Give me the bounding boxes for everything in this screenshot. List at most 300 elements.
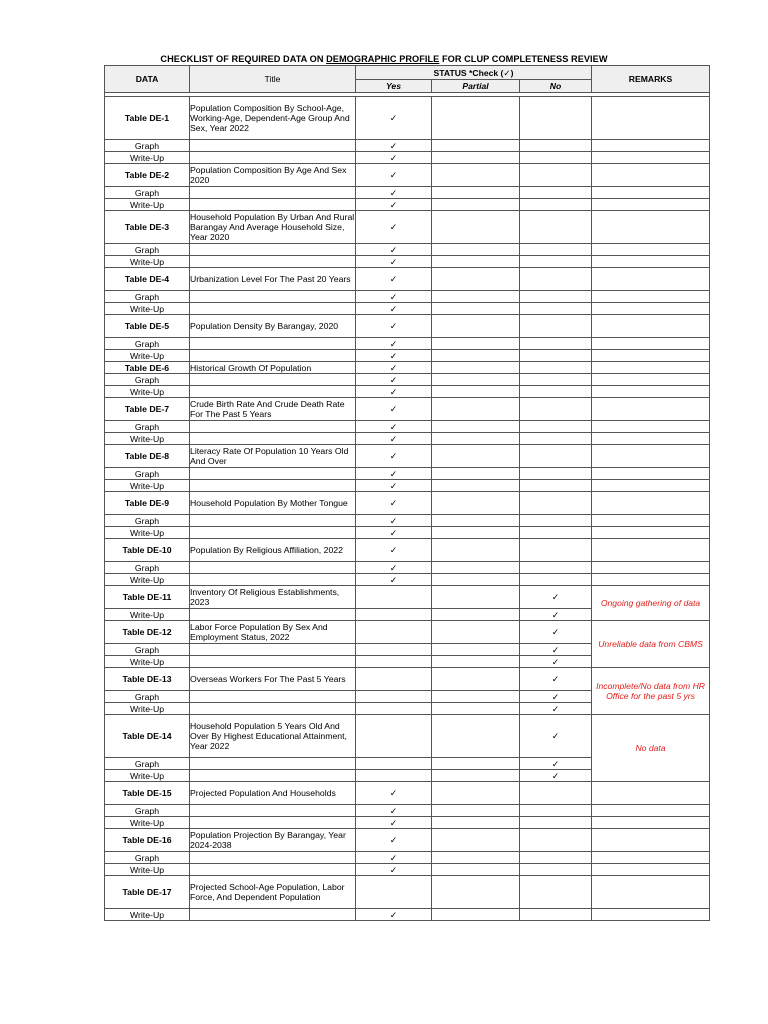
data-cell: Table DE-12: [105, 621, 190, 644]
title-cell: [190, 244, 356, 256]
status-no-cell: [520, 211, 592, 244]
remarks-cell: [592, 350, 710, 362]
title-cell: [190, 256, 356, 268]
title-cell: Population By Religious Affiliation, 2022: [190, 539, 356, 562]
title-cell: [190, 852, 356, 864]
status-no-cell: [520, 876, 592, 909]
title-cell: [190, 864, 356, 876]
status-partial-cell: [432, 909, 520, 921]
title-cell: Household Population 5 Years Old And Over By Highest Educational Attainment, Year 2022: [190, 715, 356, 758]
table-row: [105, 187, 710, 199]
status-yes-cell: ✓: [356, 909, 432, 921]
remarks-cell: [592, 829, 710, 852]
status-partial-cell: [432, 433, 520, 445]
status-yes-cell: [356, 691, 432, 703]
table-row: [105, 374, 710, 386]
status-no-cell: [520, 350, 592, 362]
status-yes-cell: ✓: [356, 256, 432, 268]
status-yes-cell: ✓: [356, 480, 432, 492]
title-cell: Household Population By Urban And Rural Barangay And Average Household Size, Year 2020: [190, 212, 355, 242]
table-row: [105, 817, 710, 829]
title-cell: Crude Birth Rate And Crude Death Rate For The Past 5 Years: [190, 398, 356, 421]
status-no-cell: [520, 829, 592, 852]
remarks-cell: [592, 480, 710, 492]
status-no-cell: [520, 374, 592, 386]
status-partial-cell: [432, 338, 520, 350]
status-yes-cell: ✓: [356, 199, 432, 211]
status-no-cell: [520, 805, 592, 817]
status-partial-cell: [432, 527, 520, 539]
data-cell: Table DE-9: [105, 492, 190, 515]
sub-item-cell: Write-Up: [105, 609, 190, 621]
status-yes-cell: ✓: [356, 244, 432, 256]
data-cell: Table DE-8: [105, 445, 190, 468]
status-yes-cell: ✓: [356, 515, 432, 527]
sub-item-cell: Graph: [105, 515, 190, 527]
status-no-cell: [520, 539, 592, 562]
status-partial-cell: [432, 492, 520, 515]
title-cell: Inventory Of Religious Establishments, 2023: [190, 586, 356, 609]
status-partial-cell: [432, 656, 520, 668]
status-partial-cell: [432, 691, 520, 703]
status-yes-cell: ✓: [356, 527, 432, 539]
status-no-cell: [520, 315, 592, 338]
title-cell: [190, 770, 356, 782]
status-yes-cell: [356, 715, 432, 758]
table-row: [105, 876, 710, 909]
status-no-cell: ✓: [520, 703, 592, 715]
status-yes-cell: ✓: [356, 140, 432, 152]
status-partial-cell: [432, 268, 520, 291]
status-no-cell: [520, 140, 592, 152]
remarks-cell: [592, 291, 710, 303]
title-cell: [190, 338, 356, 350]
status-partial-cell: [432, 644, 520, 656]
sub-item-cell: Graph: [105, 140, 190, 152]
status-partial-cell: [432, 303, 520, 315]
status-no-cell: [520, 338, 592, 350]
title-cell: [190, 515, 356, 527]
status-partial-cell: [432, 164, 520, 187]
sub-item-cell: Write-Up: [105, 817, 190, 829]
status-partial-cell: [432, 244, 520, 256]
status-yes-cell: [356, 770, 432, 782]
table-row: [105, 164, 710, 187]
title-cell: Population Composition By Age And Sex 2020: [190, 164, 356, 187]
table-row: [105, 433, 710, 445]
title-cell: [190, 758, 356, 770]
table-row: [105, 97, 710, 140]
status-yes-cell: ✓: [356, 539, 432, 562]
title-cell: Labor Force Population By Sex And Employment Status, 2022: [190, 621, 356, 644]
title-cell: [190, 374, 356, 386]
status-no-cell: [520, 527, 592, 539]
status-partial-cell: [432, 350, 520, 362]
title-cell: Overseas Workers For The Past 5 Years: [190, 668, 356, 691]
table-row: [105, 268, 710, 291]
status-partial-cell: [432, 876, 520, 909]
data-cell: Table DE-16: [105, 829, 190, 852]
sub-item-cell: Graph: [105, 421, 190, 433]
remarks-cell: [592, 909, 710, 921]
status-no-cell: [520, 562, 592, 574]
status-yes-cell: [356, 758, 432, 770]
sub-item-cell: Write-Up: [105, 770, 190, 782]
status-no-cell: [520, 421, 592, 433]
status-yes-cell: ✓: [356, 291, 432, 303]
document-title: [0, 54, 768, 64]
remarks-cell: [592, 315, 710, 338]
status-no-cell: [520, 817, 592, 829]
header-title: Title: [190, 66, 356, 93]
table-row: [105, 492, 710, 515]
status-yes-cell: ✓: [356, 574, 432, 586]
table-row: [105, 445, 710, 468]
title-cell: [190, 562, 356, 574]
remarks-cell: [592, 374, 710, 386]
status-yes-cell: ✓: [356, 362, 432, 374]
title-cell: [190, 291, 356, 303]
status-no-cell: [520, 303, 592, 315]
remarks-cell: [592, 515, 710, 527]
remarks-cell: [592, 782, 710, 805]
status-yes-cell: ✓: [356, 445, 432, 468]
status-partial-cell: [432, 362, 520, 374]
table-row: [105, 338, 710, 350]
status-yes-cell: ✓: [356, 805, 432, 817]
status-no-cell: [520, 199, 592, 211]
status-partial-cell: [432, 140, 520, 152]
sub-item-cell: Write-Up: [105, 480, 190, 492]
title-cell: [190, 433, 356, 445]
title-suffix: FOR CLUP COMPLETENESS REVIEW: [439, 54, 608, 64]
status-no-cell: [520, 864, 592, 876]
status-no-cell: [520, 386, 592, 398]
title-cell: [190, 691, 356, 703]
status-partial-cell: [432, 586, 520, 609]
sub-item-cell: Write-Up: [105, 703, 190, 715]
table-row: [105, 303, 710, 315]
data-cell: Table DE-5: [105, 315, 190, 338]
status-yes-cell: [356, 621, 432, 644]
title-cell: [190, 152, 356, 164]
status-partial-cell: [432, 445, 520, 468]
table-row: [105, 621, 710, 644]
status-yes-cell: [356, 586, 432, 609]
table-row: [105, 315, 710, 338]
status-partial-cell: [432, 770, 520, 782]
status-no-cell: [520, 97, 592, 140]
status-partial-cell: [432, 152, 520, 164]
status-no-cell: [520, 492, 592, 515]
title-cell: [190, 909, 356, 921]
table-row: [105, 398, 710, 421]
status-no-cell: ✓: [520, 644, 592, 656]
checklist-table: [104, 65, 710, 921]
remarks-cell: [592, 468, 710, 480]
remarks-cell: [592, 817, 710, 829]
data-cell: Table DE-6: [105, 362, 190, 374]
remarks-cell: [592, 152, 710, 164]
status-no-cell: [520, 852, 592, 864]
table-row: [105, 864, 710, 876]
remarks-cell: [592, 562, 710, 574]
table-row: [105, 586, 710, 609]
status-partial-cell: [432, 480, 520, 492]
sub-item-cell: Write-Up: [105, 433, 190, 445]
title-cell: [190, 527, 356, 539]
remarks-cell: [592, 164, 710, 187]
status-yes-cell: ✓: [356, 97, 432, 140]
remarks-cell: [592, 398, 710, 421]
status-no-cell: ✓: [520, 621, 592, 644]
status-no-cell: [520, 433, 592, 445]
table-row: [105, 244, 710, 256]
status-partial-cell: [432, 211, 520, 244]
title-cell: [190, 805, 356, 817]
status-yes-cell: [356, 668, 432, 691]
sub-item-cell: Graph: [105, 468, 190, 480]
status-no-cell: ✓: [520, 715, 592, 758]
sub-item-cell: Write-Up: [105, 574, 190, 586]
remarks-cell: [592, 303, 710, 315]
sub-item-cell: Write-Up: [105, 256, 190, 268]
remarks-cell: Incomplete/No data from HR Office for the past 5 yrs: [592, 668, 710, 715]
header-yes: Yes: [356, 80, 432, 93]
status-no-cell: [520, 398, 592, 421]
remarks-cell: [592, 574, 710, 586]
status-partial-cell: [432, 852, 520, 864]
status-yes-cell: ✓: [356, 386, 432, 398]
status-no-cell: [520, 468, 592, 480]
status-partial-cell: [432, 291, 520, 303]
status-yes-cell: ✓: [356, 782, 432, 805]
table-row: [105, 909, 710, 921]
header-no: No: [520, 80, 592, 93]
remarks-cell: [592, 805, 710, 817]
status-no-cell: ✓: [520, 656, 592, 668]
status-partial-cell: [432, 187, 520, 199]
title-cell: [190, 574, 356, 586]
status-yes-cell: ✓: [356, 303, 432, 315]
status-partial-cell: [432, 515, 520, 527]
table-row: [105, 562, 710, 574]
data-cell: Table DE-3: [105, 211, 190, 244]
status-no-cell: ✓: [520, 691, 592, 703]
title-cell: Population Composition By School-Age, Working-Age, Dependent-Age Group And Sex, Year 2022: [190, 97, 356, 140]
table-row: [105, 829, 710, 852]
table-row: [105, 350, 710, 362]
sub-item-cell: Graph: [105, 691, 190, 703]
remarks-cell: [592, 421, 710, 433]
table-row: [105, 468, 710, 480]
data-cell: Table DE-15: [105, 782, 190, 805]
status-yes-cell: [356, 656, 432, 668]
remarks-cell: No data: [592, 715, 710, 782]
table-row: [105, 211, 710, 244]
status-partial-cell: [432, 539, 520, 562]
status-yes-cell: ✓: [356, 421, 432, 433]
title-cell: [190, 480, 356, 492]
remarks-cell: [592, 256, 710, 268]
status-partial-cell: [432, 199, 520, 211]
data-cell: Table DE-2: [105, 164, 190, 187]
status-partial-cell: [432, 562, 520, 574]
data-cell: Table DE-1: [105, 97, 190, 140]
remarks-cell: [592, 433, 710, 445]
status-yes-cell: [356, 644, 432, 656]
status-yes-cell: ✓: [356, 817, 432, 829]
status-no-cell: [520, 782, 592, 805]
sub-item-cell: Write-Up: [105, 386, 190, 398]
table-row: [105, 515, 710, 527]
sub-item-cell: Write-Up: [105, 656, 190, 668]
status-no-cell: [520, 362, 592, 374]
status-no-cell: [520, 268, 592, 291]
title-cell: Household Population By Mother Tongue: [190, 492, 356, 515]
status-partial-cell: [432, 715, 520, 758]
status-partial-cell: [432, 374, 520, 386]
remarks-cell: [592, 362, 710, 374]
status-partial-cell: [432, 398, 520, 421]
title-cell: Projected School-Age Population, Labor Force, And Dependent Population: [190, 876, 356, 909]
data-cell: Table DE-14: [105, 715, 190, 758]
sub-item-cell: Graph: [105, 291, 190, 303]
sub-item-cell: Write-Up: [105, 199, 190, 211]
status-yes-cell: ✓: [356, 492, 432, 515]
title-cell: [190, 386, 356, 398]
sub-item-cell: Graph: [105, 852, 190, 864]
status-no-cell: [520, 164, 592, 187]
table-row: [105, 782, 710, 805]
remarks-cell: [592, 445, 710, 468]
header-remarks: REMARKS: [592, 66, 710, 93]
sub-item-cell: Write-Up: [105, 909, 190, 921]
sub-item-cell: Graph: [105, 338, 190, 350]
status-partial-cell: [432, 256, 520, 268]
checklist-body: [105, 97, 710, 921]
title-cell: Urbanization Level For The Past 20 Years: [190, 268, 356, 291]
sub-item-cell: Write-Up: [105, 864, 190, 876]
sub-item-cell: Write-Up: [105, 527, 190, 539]
title-cell: [190, 468, 356, 480]
sub-item-cell: Write-Up: [105, 350, 190, 362]
table-row: [105, 362, 710, 374]
remarks-cell: Ongoing gathering of data: [592, 586, 710, 621]
remarks-cell: [592, 852, 710, 864]
status-partial-cell: [432, 817, 520, 829]
table-row: [105, 480, 710, 492]
status-partial-cell: [432, 864, 520, 876]
status-partial-cell: [432, 758, 520, 770]
status-partial-cell: [432, 386, 520, 398]
table-row: [105, 852, 710, 864]
status-no-cell: ✓: [520, 609, 592, 621]
status-no-cell: ✓: [520, 586, 592, 609]
table-row: [105, 715, 710, 758]
status-no-cell: [520, 187, 592, 199]
title-cell: [190, 199, 356, 211]
remarks-cell: [592, 97, 710, 140]
table-row: [105, 152, 710, 164]
table-row: [105, 386, 710, 398]
status-partial-cell: [432, 574, 520, 586]
status-yes-cell: ✓: [356, 852, 432, 864]
status-partial-cell: [432, 97, 520, 140]
data-cell: Table DE-11: [105, 586, 190, 609]
title-cell: [190, 609, 356, 621]
status-yes-cell: ✓: [356, 433, 432, 445]
title-cell: [190, 703, 356, 715]
status-yes-cell: ✓: [356, 468, 432, 480]
status-no-cell: [520, 256, 592, 268]
sub-item-cell: Write-Up: [105, 303, 190, 315]
title-cell: [190, 303, 356, 315]
status-yes-cell: [356, 703, 432, 715]
status-yes-cell: [356, 876, 432, 909]
remarks-cell: [592, 527, 710, 539]
status-yes-cell: ✓: [356, 152, 432, 164]
header-partial: Partial: [432, 80, 520, 93]
title-cell: Literacy Rate Of Population 10 Years Old And Over: [190, 445, 356, 468]
status-partial-cell: [432, 805, 520, 817]
status-yes-cell: ✓: [356, 374, 432, 386]
sub-item-cell: Graph: [105, 562, 190, 574]
status-yes-cell: ✓: [356, 187, 432, 199]
status-no-cell: ✓: [520, 758, 592, 770]
status-yes-cell: ✓: [356, 211, 432, 244]
data-cell: Table DE-4: [105, 268, 190, 291]
sub-item-cell: Graph: [105, 805, 190, 817]
sub-item-cell: Graph: [105, 644, 190, 656]
status-yes-cell: ✓: [356, 338, 432, 350]
status-partial-cell: [432, 668, 520, 691]
status-yes-cell: [356, 609, 432, 621]
title-cell: Population Density By Barangay, 2020: [190, 315, 356, 338]
status-yes-cell: ✓: [356, 268, 432, 291]
data-cell: Table DE-10: [105, 539, 190, 562]
status-no-cell: [520, 445, 592, 468]
data-cell: Table DE-13: [105, 668, 190, 691]
title-cell: [190, 644, 356, 656]
status-no-cell: [520, 515, 592, 527]
title-cell: [190, 656, 356, 668]
status-no-cell: [520, 244, 592, 256]
status-partial-cell: [432, 703, 520, 715]
title-cell: Projected Population And Households: [190, 782, 356, 805]
status-partial-cell: [432, 421, 520, 433]
remarks-cell: [592, 268, 710, 291]
status-yes-cell: ✓: [356, 315, 432, 338]
status-yes-cell: ✓: [356, 864, 432, 876]
title-underlined: DEMOGRAPHIC PROFILE: [326, 54, 440, 64]
table-row: [105, 539, 710, 562]
sub-item-cell: Graph: [105, 244, 190, 256]
sub-item-cell: Graph: [105, 187, 190, 199]
remarks-cell: [592, 386, 710, 398]
status-partial-cell: [432, 782, 520, 805]
table-row: [105, 199, 710, 211]
data-cell: Table DE-17: [105, 876, 190, 909]
title-cell: Population Projection By Barangay, Year 2024-2038: [190, 829, 356, 852]
remarks-cell: [592, 876, 710, 909]
status-yes-cell: ✓: [356, 164, 432, 187]
remarks-cell: [592, 199, 710, 211]
status-yes-cell: ✓: [356, 562, 432, 574]
table-row: [105, 291, 710, 303]
status-partial-cell: [432, 468, 520, 480]
title-cell: [190, 140, 356, 152]
